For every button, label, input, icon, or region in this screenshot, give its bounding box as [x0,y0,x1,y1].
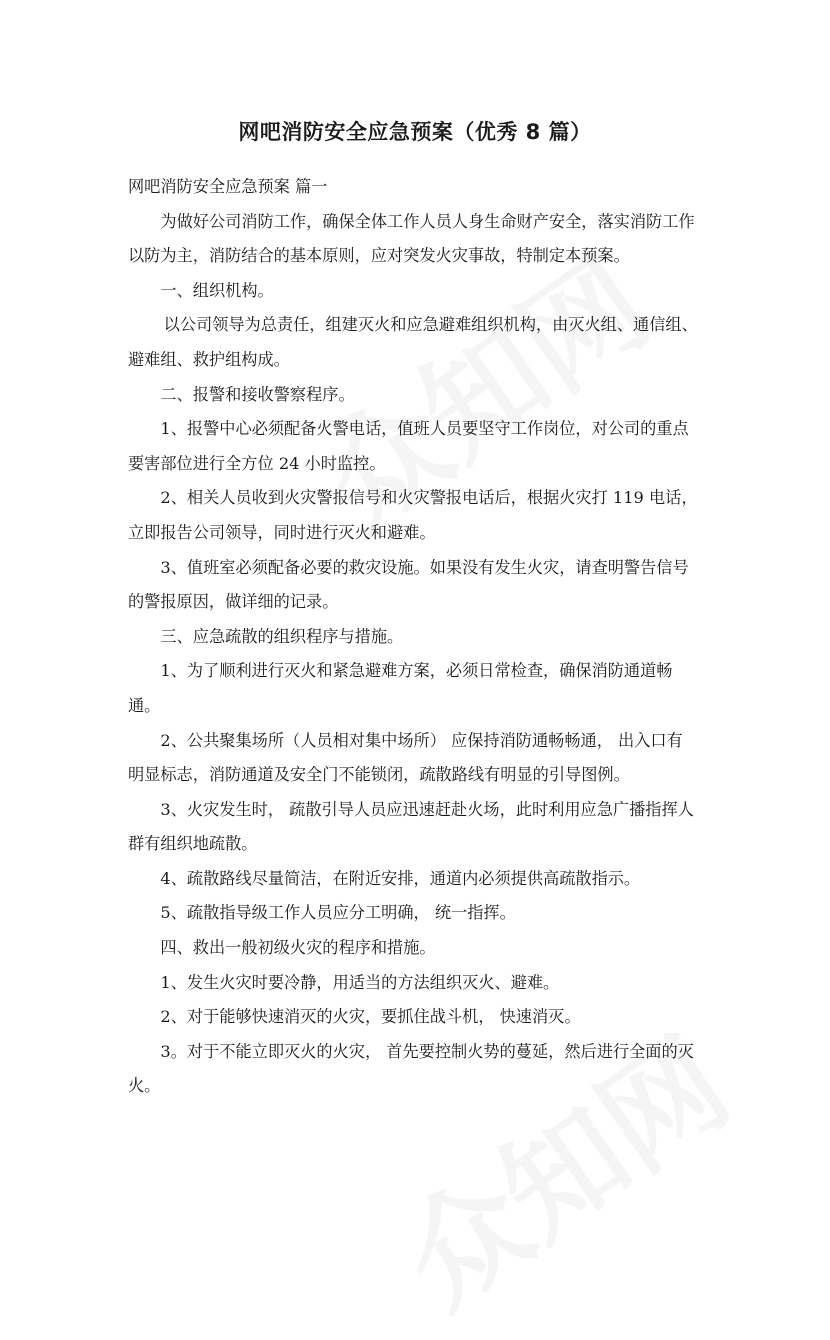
paragraph: 3、火灾发生时， 疏散引导人员应迅速赶赴火场，此时利用应急广播指挥人群有组织地疏散。 [128,799,694,854]
paragraph: 1、发生火灾时要冷静，用适当的方法组织灭火、避难。 [160,972,560,992]
paragraph: 2、公共聚集场所（人员相对集中场所） 应保持消防通畅畅通， 出入口有明显标志，消防通道及安全门不能锁闭，疏散路线有明显的引导图例。 [128,730,683,785]
paragraph: 4、疏散路线尽量简洁，在附近安排，通道内必须提供高疏散指示。 [160,868,641,888]
section-heading: 网吧消防安全应急预案 篇一 [128,177,328,196]
document-body [128,170,698,1104]
paragraph: 1、报警中心必须配备火警电话，值班人员要坚守工作岗位，对公司的重点要害部位进行全方位 24 小时监控。 [128,419,689,473]
paragraph: 3。对于不能立即灭火的火灾， 首先要控制火势的蔓延，然后进行全面的灭火。 [128,1041,694,1096]
paragraph: 5、疏散指导级工作人员应分工明确， 统一指挥。 [160,903,516,923]
paragraph: 一、组织机构。 [160,280,274,300]
paragraph: 二、报警和接收警察程序。 [160,384,355,404]
paragraph: 为做好公司消防工作，确保全体工作人员人身生命财产安全，落实消防工作以防为主，消防结合的基本原则，应对突发火灾事故，特制定本预案。 [128,211,695,266]
paragraph: 三、应急疏散的组织程序与措施。 [160,626,404,646]
paragraph: 2、相关人员收到火灾警报信号和火灾警报电话后，根据火灾打 119 电话，立即报告公司领导，同时进行灭火和避难。 [128,488,698,542]
document-title: 网吧消防安全应急预案（优秀 8 篇） [238,120,592,144]
paragraph: 四、救出一般初级火灾的程序和措施。 [160,938,436,958]
paragraph: 2、对于能够快速消灭的火灾，要抓住战斗机， 快速消灭。 [160,1007,581,1027]
paragraph: 3、值班室必须配备必要的救灾设施。如果没有发生火灾，请查明警告信号的警报原因，做详细的记录。 [128,557,689,612]
paragraph: 1、为了顺利进行灭火和紧急避难方案，必须日常检查，确保消防通道畅通。 [128,661,673,715]
paragraph: 以公司领导为总责任，组建灭火和应急避难组织机构，由灭火组、通信组、避难组、救护组构成。 [128,315,698,369]
